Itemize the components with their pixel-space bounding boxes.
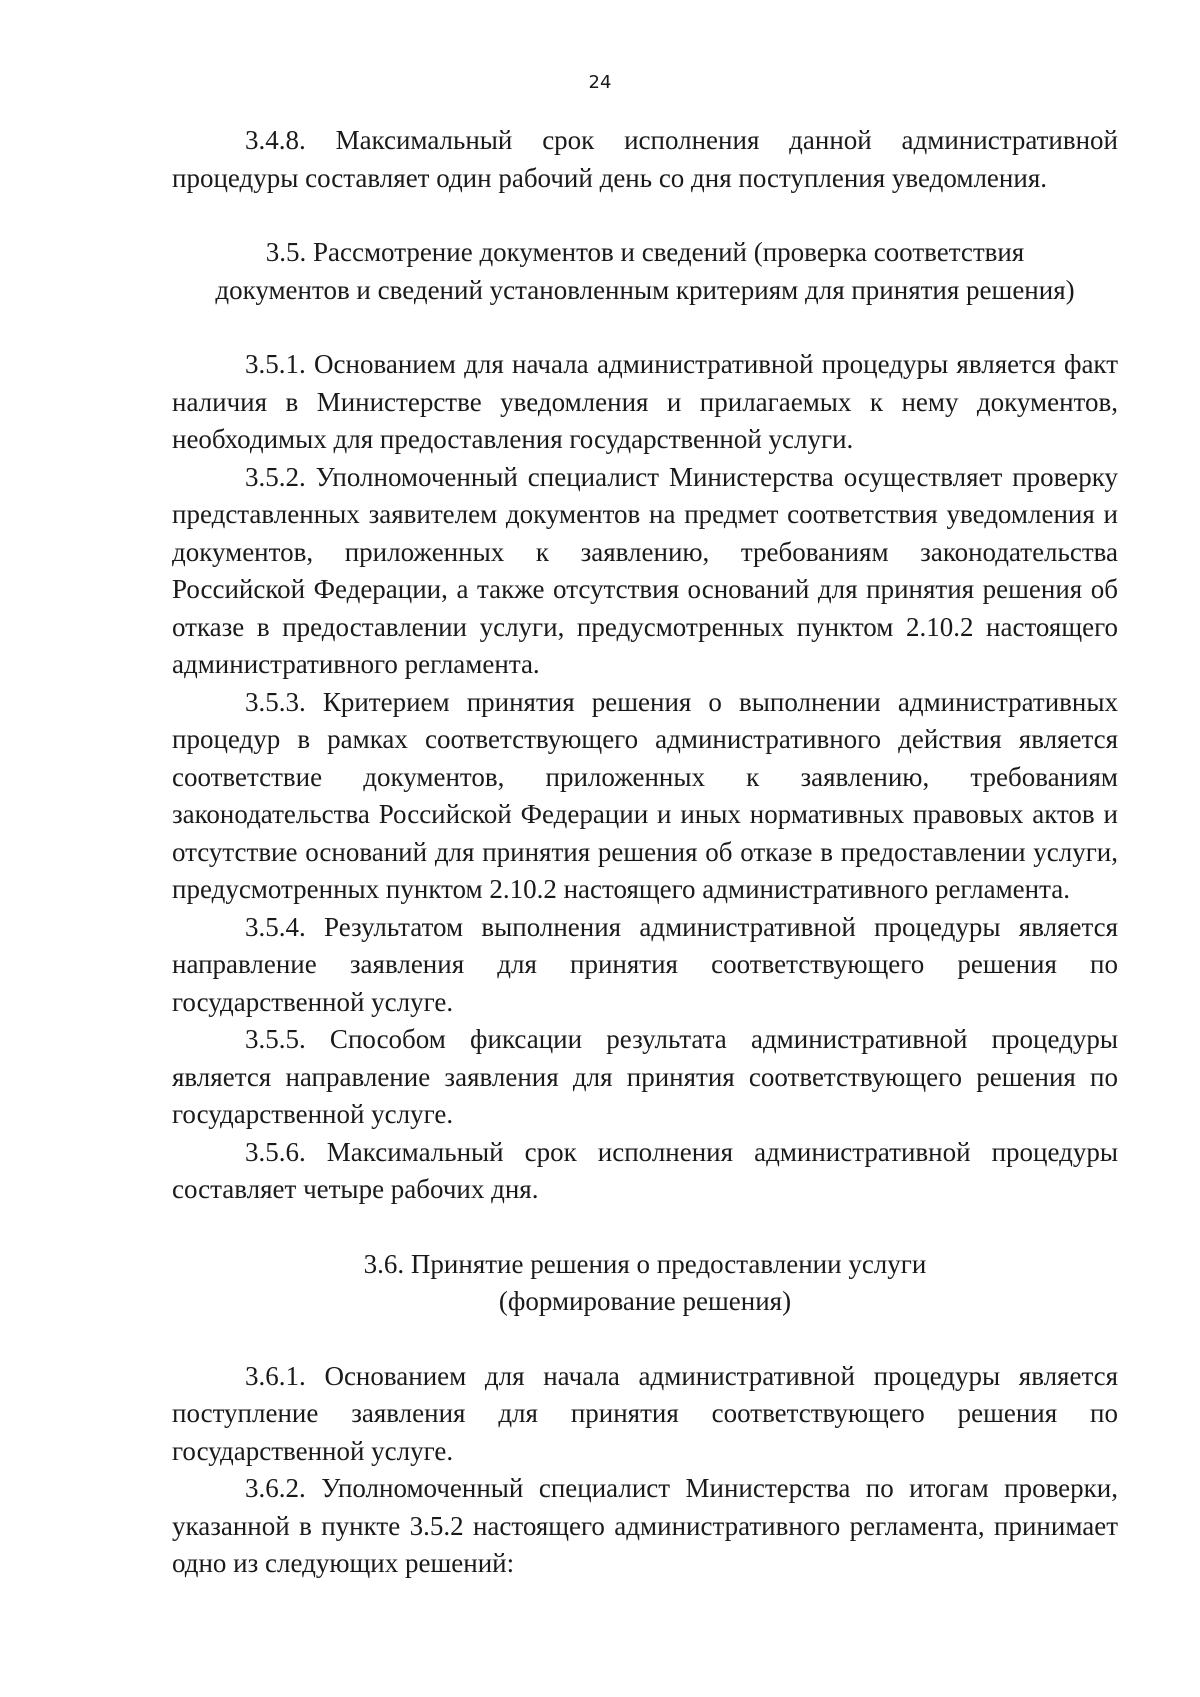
paragraph-3-5-6: 3.5.6. Максимальный срок исполнения административной процедуры составляет четыре рабочих дня. [172, 1136, 1118, 1204]
section-heading-line: 3.5. Рассмотрение документов и сведений (проверка соответствия [265, 237, 1025, 267]
section-heading-line: (формирование решения) [498, 1286, 792, 1316]
paragraph-3-6-1: 3.6.1. Основанием для начала административной процедуры является поступление заявления для принятия соответствующего решения по государственной услуге. [172, 1360, 1118, 1466]
paragraph-3-6-2: 3.6.2. Уполномоченный специалист Министерства по итогам проверки, указанной в пункте 3.5.2 настоящего административного регламента, принимает одно из следующих решений: [172, 1473, 1118, 1578]
section-heading-line: 3.6. Принятие решения о предоставлении услуги [363, 1248, 927, 1279]
paragraph-3-5-4: 3.5.4. Результатом выполнения административной процедуры является направление заявления для принятия соответствующего решения по государственной услуге. [172, 911, 1118, 1017]
paragraph-3-5-2: 3.5.2. Уполномоченный специалист Министерства осуществляет проверку представленных заявителем документов на предмет соответствия уведомления и документов, приложенных к заявлению, требованиям законодательства Российской Федерации, а также отсутствия оснований для принятия решения об отказе в предоставлении услуги, предусмотренных пунктом 2.10.2 настоящего административного регламента. [172, 461, 1118, 679]
page-number: 24 [588, 72, 612, 93]
section-heading-line: документов и сведений установленным критериям для принятия решения) [215, 274, 1075, 305]
section-heading-3-6 [172, 1246, 1118, 1321]
paragraph-3-5-5: 3.5.5. Способом фиксации результата административной процедуры является направление заявления для принятия соответствующего решения по государственной услуге. [172, 1024, 1118, 1129]
paragraph-3-4-8: 3.4.8. Максимальный срок исполнения данной административной процедуры составляет один рабочий день со дня поступления уведомления. [172, 125, 1118, 193]
section-heading-3-5 [172, 234, 1118, 309]
paragraph-3-5-1: 3.5.1. Основанием для начала административной процедуры является факт наличия в Министерстве уведомления и прилагаемых к нему документов, необходимых для предоставления государственной услуги. [172, 349, 1118, 454]
document-body [172, 122, 1118, 1583]
paragraph-3-5-3: 3.5.3. Критерием принятия решения о выполнении административных процедур в рамках соответствующего административного действия является соответствие документов, приложенных к заявлению, требованиям законодательства Российской Федерации и иных нормативных правовых актов и отсутствие оснований для принятия решения об отказе в предоставлении услуги, предусмотренных пунктом 2.10.2 настоящего административного регламента. [172, 686, 1118, 904]
